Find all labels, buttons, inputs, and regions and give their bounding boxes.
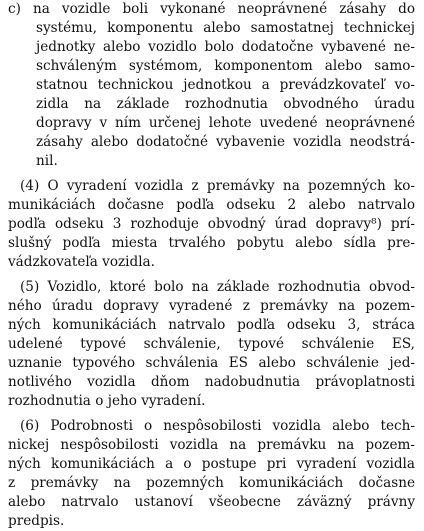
text-line: vádzkovateľa vozidla. bbox=[8, 254, 155, 270]
text-line: rozhodnutia o jeho vyradení. bbox=[8, 393, 206, 409]
text-line: predpis. bbox=[8, 513, 65, 529]
text-line: nil. bbox=[36, 153, 58, 169]
text-line: ného úradu dopravy vyradené z premávky na pozem- bbox=[8, 298, 415, 314]
text-line: statnou technickou jednotkou a prevádzkovateľ vo- bbox=[36, 77, 415, 93]
text-line: udelené typové schválenie, typové schválenie ES, bbox=[8, 336, 415, 352]
text-line: alebo natrvalo ustanoví všeobecne záväzný právny bbox=[8, 494, 415, 510]
text-line: zidla na základe rozhodnutia obvodného úradu bbox=[36, 96, 415, 112]
text-line: munikáciách dočasne podľa odseku 2 alebo natrvalo bbox=[8, 197, 415, 213]
text-line: (6) Podrobnosti o nespôsobilosti vozidla alebo tech- bbox=[20, 418, 415, 434]
text-line: ných komunikáciách a o postupe pri vyradení vozidla bbox=[8, 456, 415, 472]
item-c bbox=[8, 0, 415, 171]
text-line: podľa odseku 3 rozhoduje obvodný úrad dopravy⁸) prí- bbox=[8, 216, 415, 232]
text-line: dopravy v ním určenej lehote uvedené neoprávnené bbox=[36, 115, 415, 131]
text-line: uznanie typového schválenia ES alebo schválenie jed- bbox=[8, 355, 415, 371]
text-line: schváleným systémom, komponentom alebo samo- bbox=[36, 58, 415, 74]
text-line: (5) Vozidlo, ktoré bolo na základe rozhodnutia obvod- bbox=[20, 279, 415, 295]
text-line: slušný podľa miesta trvalého pobytu alebo sídla pre- bbox=[8, 235, 415, 251]
text-line: zásahy alebo dodatočné vybavenie vozidla neodstrá- bbox=[36, 134, 415, 150]
text-line: nickej nespôsobilosti vozidla na premávku na pozem- bbox=[8, 437, 415, 453]
text-line: z premávky na pozemných komunikáciách dočasne bbox=[8, 475, 415, 491]
text-line: c) na vozidle boli vykonané neoprávnené zásahy do bbox=[8, 1, 415, 17]
paragraph-6 bbox=[8, 417, 415, 531]
paragraph-4 bbox=[8, 177, 415, 272]
text-line: (4) O vyradení vozidla z premávky na pozemných ko- bbox=[20, 178, 415, 194]
paragraph-5 bbox=[8, 278, 415, 411]
text-line: notlivého vozidla dňom nadobudnutia právoplatnosti bbox=[8, 374, 415, 390]
text-line: systému, komponentu alebo samostatnej technickej bbox=[36, 20, 415, 36]
text-line: jednotky alebo vozidlo bolo dodatočne vybavené ne- bbox=[36, 39, 415, 55]
text-line: ných komunikáciách natrvalo podľa odseku 3, stráca bbox=[8, 317, 415, 333]
